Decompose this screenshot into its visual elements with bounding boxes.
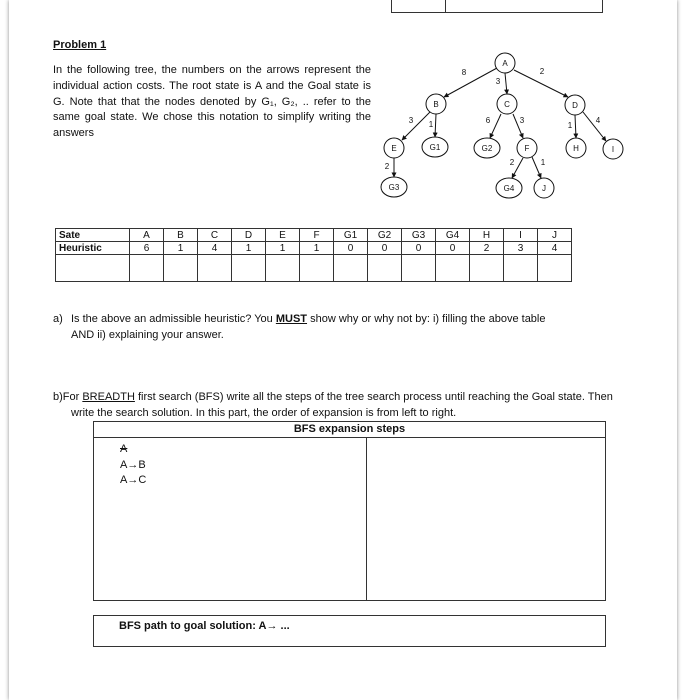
heuristic-cell: 0 — [334, 242, 368, 255]
node-label-G1: G1 — [429, 143, 441, 152]
edge-D-I — [583, 112, 606, 141]
bfs-column-divider — [366, 437, 367, 600]
bfs-expansion-box[interactable] — [93, 421, 606, 601]
heuristic-cell: 2 — [470, 242, 504, 255]
problem-title: Problem 1 — [53, 39, 107, 51]
answer-cell[interactable] — [504, 255, 538, 282]
question-b-text-post: first search (BFS) write all the steps of the tree search process until reaching the Goal state. Then — [134, 391, 613, 403]
must-emphasis: MUST — [275, 313, 308, 325]
answer-cell[interactable] — [538, 255, 572, 282]
breadth-emphasis: BREADTH — [82, 391, 135, 403]
answer-cell[interactable] — [470, 255, 504, 282]
row-label-state: Sate — [56, 229, 130, 242]
heuristic-cell: 4 — [538, 242, 572, 255]
node-label-G2: G2 — [481, 144, 493, 153]
edge-F-J — [532, 157, 541, 178]
row-label-heuristic: Heuristic — [56, 242, 130, 255]
cost-A-B: 8 — [461, 68, 467, 77]
state-cell: C — [198, 229, 232, 242]
cost-D-H: 1 — [567, 121, 573, 130]
node-label-H: H — [573, 144, 579, 153]
answer-cell[interactable] — [300, 255, 334, 282]
heuristic-cell: 6 — [130, 242, 164, 255]
answer-row — [56, 255, 572, 282]
heuristic-cell: 1 — [300, 242, 334, 255]
question-a-text-pre: Is the above an admissible heuristic? You — [71, 313, 276, 325]
edge-B-E — [402, 112, 430, 140]
node-label-E: E — [391, 144, 397, 153]
state-cell: A — [130, 229, 164, 242]
node-label-G4: G4 — [503, 184, 515, 193]
cost-F-G4: 2 — [509, 158, 515, 167]
state-cell: G2 — [368, 229, 402, 242]
edge-A-B — [444, 68, 497, 97]
edge-C-G2 — [490, 114, 501, 138]
bfs-step: A — [120, 443, 128, 455]
heuristic-cell: 1 — [266, 242, 300, 255]
intro-paragraph: In the following tree, the numbers on the arrows represent the individual action costs. The root state is A and the Goal state is G. Note that that the nodes denoted by G₁, G₂, .. refer to the same goal state. We chose this notation to simplify writing the answers — [53, 64, 371, 140]
cost-B-G1: 1 — [428, 120, 434, 129]
question-a-label: a) — [53, 313, 63, 325]
node-label-J: J — [542, 184, 546, 193]
cost-A-C: 3 — [495, 77, 501, 86]
state-cell: G4 — [436, 229, 470, 242]
question-a-line2: AND ii) explaining your answer. — [71, 328, 224, 341]
cost-F-J: 1 — [540, 158, 546, 167]
answer-cell[interactable] — [164, 255, 198, 282]
answer-cell[interactable] — [198, 255, 232, 282]
node-label-B: B — [433, 100, 439, 109]
answer-cell[interactable] — [130, 255, 164, 282]
state-cell: G3 — [402, 229, 436, 242]
node-label-G3: G3 — [388, 183, 400, 192]
state-cell: I — [504, 229, 538, 242]
cost-C-G2: 6 — [485, 116, 491, 125]
heuristic-cell: 0 — [368, 242, 402, 255]
bfs-solution-label: BFS path to goal solution: A→ ... — [119, 620, 290, 632]
answer-cell[interactable] — [402, 255, 436, 282]
state-cell: G1 — [334, 229, 368, 242]
answer-cell[interactable] — [232, 255, 266, 282]
state-cell: J — [538, 229, 572, 242]
heuristic-cell: 4 — [198, 242, 232, 255]
answer-cell[interactable] — [266, 255, 300, 282]
state-cell: E — [266, 229, 300, 242]
heuristic-cell: 3 — [504, 242, 538, 255]
bfs-steps-list — [120, 442, 146, 489]
bfs-header: BFS expansion steps — [94, 422, 605, 438]
cost-B-E: 3 — [408, 116, 414, 125]
edge-D-H — [575, 115, 576, 138]
question-b-line2: write the search solution. In this part, the order of expansion is from left to right. — [71, 406, 457, 419]
answer-cell[interactable] — [436, 255, 470, 282]
cost-C-F: 3 — [519, 116, 525, 125]
answer-cell[interactable] — [368, 255, 402, 282]
cost-D-I: 4 — [595, 116, 601, 125]
state-cell: F — [300, 229, 334, 242]
edge-A-C — [505, 73, 507, 94]
bfs-step: A→C — [120, 474, 147, 486]
search-tree-diagram — [0, 0, 686, 220]
question-b-label: b) — [53, 391, 63, 403]
state-cell: D — [232, 229, 266, 242]
question-b — [53, 390, 628, 421]
bfs-solution-box[interactable] — [93, 615, 606, 647]
heuristic-cell: 0 — [436, 242, 470, 255]
heuristic-table — [55, 228, 572, 282]
cost-E-G3: 2 — [384, 162, 390, 171]
node-label-D: D — [572, 101, 578, 110]
node-label-F: F — [524, 144, 530, 153]
edge-B-G1 — [435, 114, 436, 137]
answer-cell[interactable] — [334, 255, 368, 282]
question-a — [53, 312, 613, 343]
node-label-C: C — [504, 100, 510, 109]
heuristic-cell: 1 — [164, 242, 198, 255]
question-b-text-pre: For — [62, 391, 83, 403]
bfs-step: A→B — [120, 458, 146, 471]
answer-label-cell[interactable] — [56, 255, 130, 282]
state-row — [56, 229, 572, 242]
state-cell: H — [470, 229, 504, 242]
state-cell: B — [164, 229, 198, 242]
cost-A-D: 2 — [539, 67, 545, 76]
heuristic-cell: 1 — [232, 242, 266, 255]
question-a-text-post: show why or why not by: i) filling the above table — [307, 313, 546, 325]
node-label-I: I — [611, 145, 615, 154]
node-label-A: A — [502, 59, 508, 68]
heuristic-row — [56, 242, 572, 255]
heuristic-cell: 0 — [402, 242, 436, 255]
